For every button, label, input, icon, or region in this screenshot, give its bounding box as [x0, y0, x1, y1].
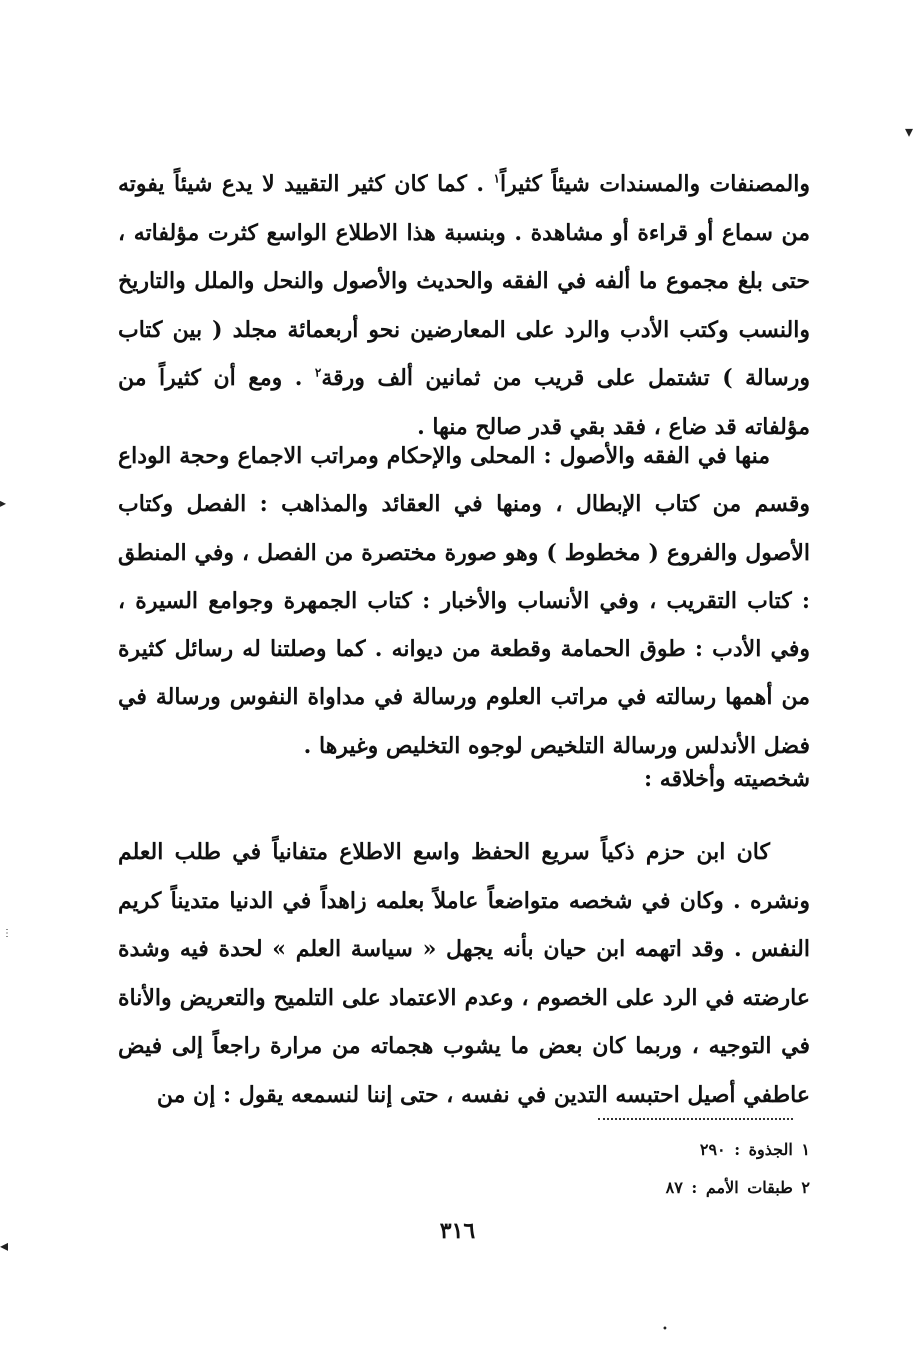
paragraph-works — [118, 160, 810, 452]
footnote-ref-2: ٢ — [314, 366, 322, 381]
margin-mark-bottom: ◂ — [0, 1236, 9, 1255]
margin-mark-mid: ▸ — [0, 496, 7, 510]
section-heading: شخصيته وأخلاقه : — [644, 766, 810, 792]
footnote-1: ١ الجذوة : ٢٩٠ — [699, 1140, 810, 1159]
paragraph-text: . كما كان كثير التقييد لا يدع شيئاً يفوته من سماع أو قراءة أو مشاهدة . وبنسبة هذا الاطلاع الواسع كثرت مؤلفاته ، حتى بلغ مجموع ما ألفه في الفقه والحديث والأصول والنحل والملل والتاريخ والنسب وكتب الأدب والرد على المعارضين نحو أربعمائة مجلد ( بين كتاب ورسالة ) تشتمل على قريب من ثمانين ألف ورقة — [118, 171, 810, 392]
footnote-divider — [598, 1118, 793, 1120]
paragraph-text: منها في الفقه والأصول : المحلى والإحكام ومراتب الاجماع وحجة الوداع وقسم من كتاب الإبطال ، ومنها في العقائد والمذاهب : الفصل وكتاب الأصول والفروع ( مخطوط ) وهو صورة مختصرة من الفصل ، وفي المنطق : كتاب التقريب ، وفي الأنساب والأخبار : كتاب الجمهرة وجوامع السيرة ، وفي الأدب : طوق الحمامة وقطعة من ديوانه . كما وصلتنا له رسائل كثيرة من أهمها رسالته في مراتب العلوم ورسالة في مداواة النفوس ورسالة في فضل الأندلس ورسالة التلخيص لوجوه التخليص وغيرها . — [118, 443, 810, 759]
footnote-2: ٢ طبقات الأمم : ٨٧ — [665, 1178, 810, 1197]
paragraph-text: . ومع أن كثيراً من مؤلفاته قد ضاع ، فقد بقي قدر صالح منها . — [118, 365, 810, 440]
scan-speck: • — [662, 1324, 668, 1335]
page-number: ٣١٦ — [439, 1218, 476, 1244]
paragraph-works-list — [118, 432, 810, 770]
paragraph-personality — [118, 828, 810, 1120]
footnote-ref-1: ١ — [493, 171, 500, 186]
margin-mark-top: ▾ — [904, 122, 913, 141]
margin-mark-left: ⋮ — [2, 928, 12, 939]
paragraph-text: كان ابن حزم ذكياً سريع الحفظ واسع الاطلاع متفانياً في طلب العلم ونشره . وكان في شخصه متواضعاً عاملاً بعلمه زاهداً في الدنيا متديناً كريم النفس . وقد اتهمه ابن حيان بأنه يجهل « سياسة العلم » لحدة فيه وشدة عارضته في الرد على الخصوم ، وعدم الاعتماد على التلميح والتعريض والأناة في التوجيه ، وربما كان بعض ما يشوب هجماته من مرارة راجعاً إلى فيض عاطفي أصيل احتبسه التدين في نفسه ، حتى إننا لنسمعه يقول : إن من — [118, 839, 810, 1108]
paragraph-text: والمصنفات والمسندات شيئاً كثيراً — [500, 171, 810, 197]
